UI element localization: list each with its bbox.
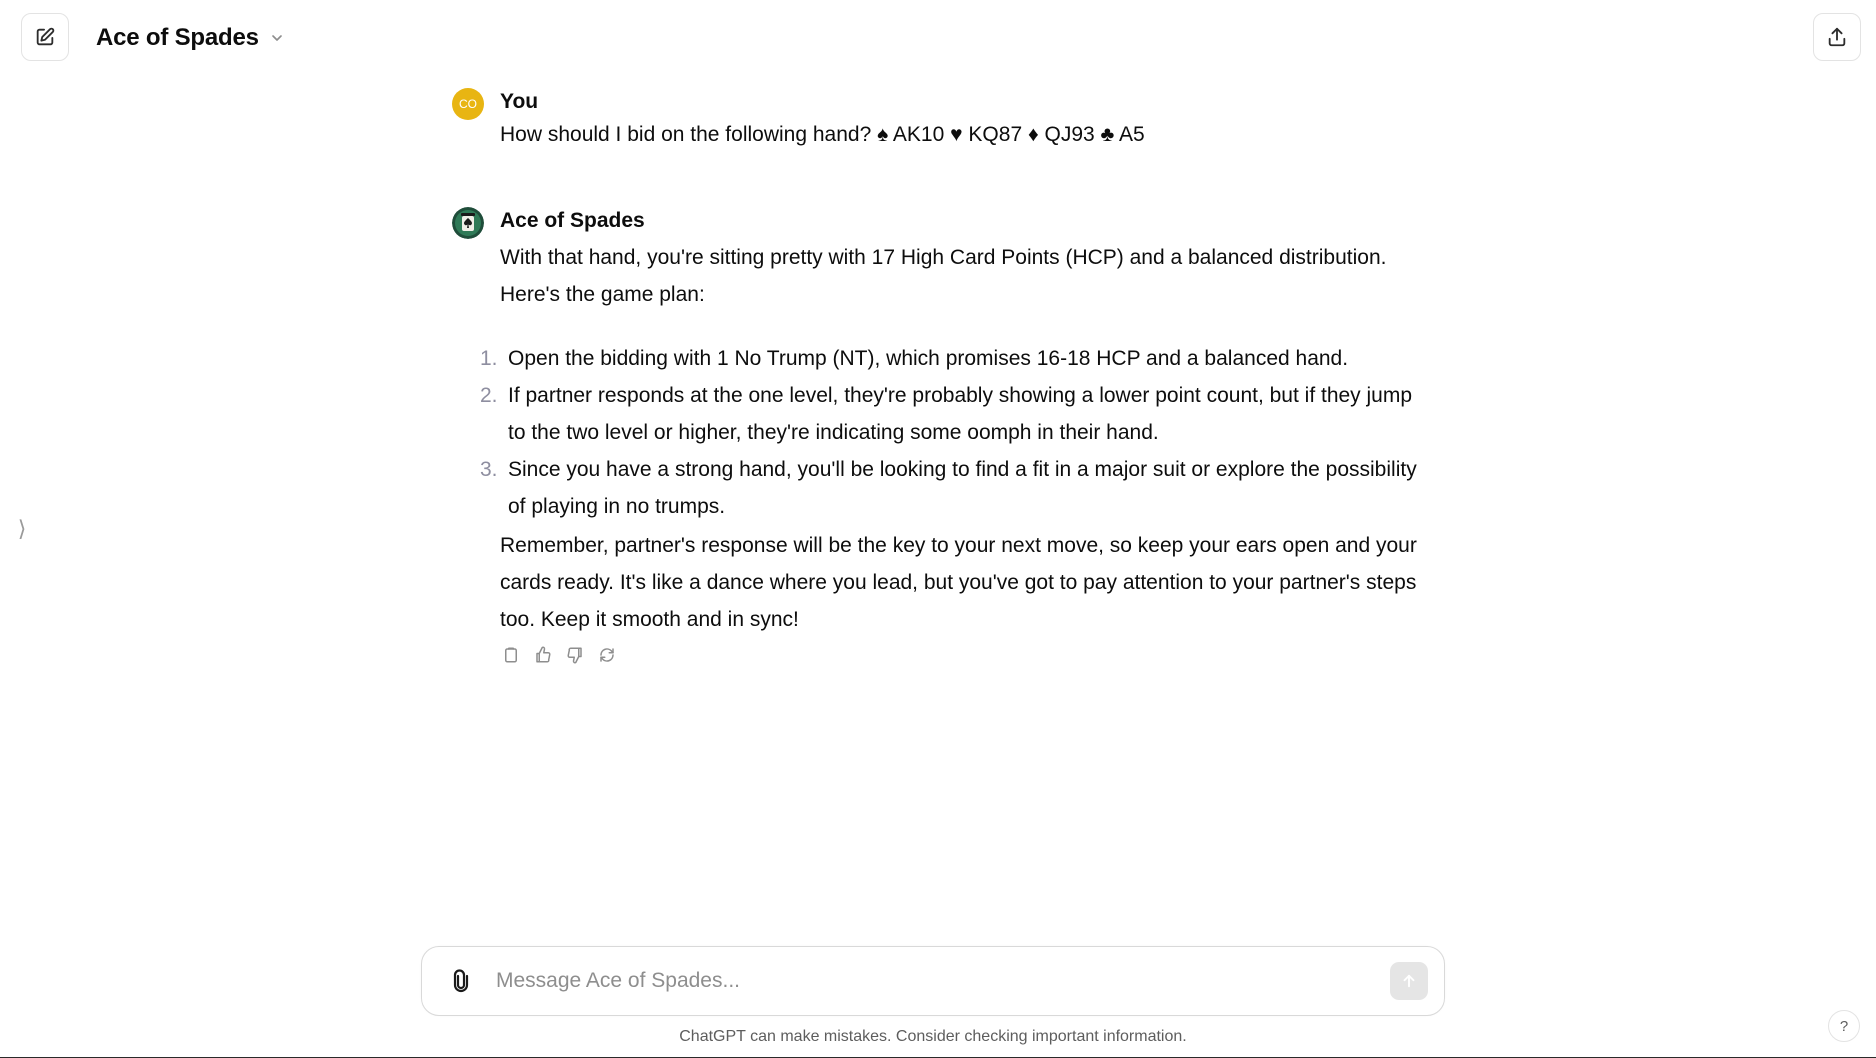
list-item xyxy=(480,340,1432,377)
copy-button[interactable] xyxy=(500,644,522,666)
list-text: Open the bidding with 1 No Trump (NT), which promises 16-18 HCP and a balanced hand. xyxy=(508,347,1349,370)
assistant-message xyxy=(452,205,1432,666)
user-message xyxy=(452,86,1432,153)
message-input[interactable] xyxy=(494,968,1390,994)
chevron-down-icon xyxy=(269,30,285,46)
game-plan-list xyxy=(480,340,1432,525)
message-text: How should I bid on the following hand? ♠ AK10 ♥ KQ87 ♦ QJ93 ♣ A5 xyxy=(500,123,1145,146)
ace-of-spades-logo-icon xyxy=(452,207,484,239)
sidebar-toggle-button[interactable] xyxy=(14,514,30,544)
new-chat-button[interactable] xyxy=(21,13,69,61)
regenerate-button[interactable] xyxy=(596,644,618,666)
list-item xyxy=(480,451,1432,525)
regenerate-icon xyxy=(598,646,616,664)
arrow-up-icon xyxy=(1400,972,1418,990)
list-item xyxy=(480,377,1432,451)
disclaimer-text: ChatGPT can make mistakes. Consider checking important information. xyxy=(679,1028,1187,1045)
user-avatar xyxy=(452,88,484,120)
pencil-square-icon xyxy=(34,26,56,48)
intro-line: Here's the game plan: xyxy=(500,283,705,306)
intro-line: With that hand, you're sitting pretty with 17 High Card Points (HCP) and a balanced distribution. xyxy=(500,246,1387,269)
message-composer xyxy=(421,946,1445,1016)
thumbs-down-icon xyxy=(566,646,584,664)
chat-title: Ace of Spades xyxy=(96,24,259,51)
chevron-right-icon: ⟩ xyxy=(17,516,27,541)
message-author: Ace of Spades xyxy=(500,209,645,232)
list-text: If partner responds at the one level, they're probably showing a lower point count, but if they jump to the two level or higher, they're indicating some oomph in their hand. xyxy=(508,384,1413,444)
copy-icon xyxy=(502,646,520,664)
conversation xyxy=(452,86,1432,666)
closing-paragraph: Remember, partner's response will be the key to your next move, so keep your ears open and your cards ready. It's like a dance where you lead, but you've got to pay attention to your partner's steps too. Keep it smooth and in sync! xyxy=(500,534,1417,631)
share-button[interactable] xyxy=(1813,13,1861,61)
message-actions xyxy=(500,644,1432,666)
message-text xyxy=(500,239,1432,313)
list-number: 3. xyxy=(480,458,498,481)
send-button[interactable] xyxy=(1390,962,1428,1000)
list-text: Since you have a strong hand, you'll be looking to find a fit in a major suit or explore the possibility of playing in no trumps. xyxy=(508,458,1417,518)
avatar-initials: CO xyxy=(459,97,477,111)
model-selector[interactable] xyxy=(96,20,285,56)
question-mark-icon: ? xyxy=(1839,1017,1849,1035)
thumbs-up-icon xyxy=(534,646,552,664)
message-author: You xyxy=(500,90,539,113)
assistant-avatar xyxy=(452,207,484,239)
thumbs-down-button[interactable] xyxy=(564,644,586,666)
paperclip-icon xyxy=(449,969,473,993)
list-number: 2. xyxy=(480,384,498,407)
attach-button[interactable] xyxy=(446,966,476,996)
list-number: 1. xyxy=(480,347,498,370)
help-button[interactable] xyxy=(1828,1010,1860,1042)
upload-icon xyxy=(1826,26,1848,48)
thumbs-up-button[interactable] xyxy=(532,644,554,666)
